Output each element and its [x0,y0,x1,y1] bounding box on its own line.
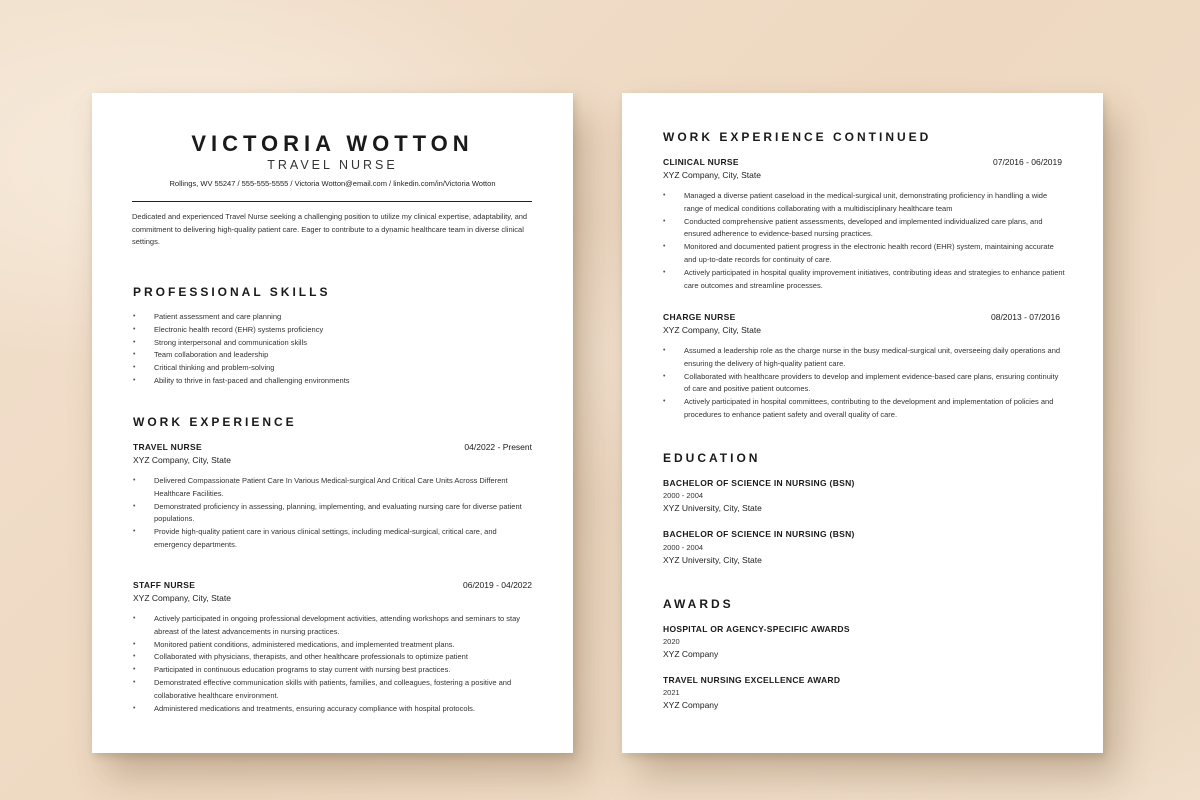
job-title: TRAVEL NURSE [133,442,202,452]
job-bullets [663,190,1065,292]
job-bullets [133,613,533,715]
list-item: • Ability to thrive in fast-paced and challenging environments [133,375,533,388]
list-item: • Monitored and documented patient progress in the electronic health record (EHR) system, maintaining accurate and up-to-date records for continuity of care. [663,241,1065,267]
list-item: • Critical thinking and problem-solving [133,362,533,375]
job-company: XYZ Company, City, State [133,593,231,603]
list-item: • Collaborated with healthcare providers to develop and implement evidence-based care plans, ensuring continuity of care and positive patient outcomes. [663,371,1065,397]
list-item: • Strong interpersonal and communication skills [133,337,533,350]
education-degree: BACHELOR OF SCIENCE IN NURSING (BSN) [663,529,855,539]
list-item: • Provide high-quality patient care in various clinical settings, including medical-surgical, critical care, and emergency departments. [133,526,533,552]
section-title-skills: PROFESSIONAL SKILLS [133,285,331,299]
education-years: 2000 - 2004 [663,543,704,552]
list-item: • Participated in continuous education programs to stay current with nursing best practices. [133,664,533,677]
list-item: • Collaborated with physicians, therapists, and other healthcare professionals to optimize patient [133,651,533,664]
list-item: • Actively participated in ongoing professional development activities, attending workshops and seminars to stay abreast of the latest advancements in nursing practices. [133,613,533,639]
education-degree: BACHELOR OF SCIENCE IN NURSING (BSN) [663,478,855,488]
list-item: • Patient assessment and care planning [133,311,533,324]
job-date: 06/2019 - 04/2022 [462,580,532,590]
job-title: CLINICAL NURSE [663,157,739,167]
list-item: • Managed a diverse patient caseload in the medical-surgical unit, demonstrating proficiency in handling a wide range of medical conditions collaborating with a multidisciplinary healthcare team [663,190,1065,216]
resume-page-1 [92,93,573,753]
job-bullets [133,475,533,552]
job-company: XYZ Company, City, State [663,170,761,180]
job-company: XYZ Company, City, State [663,325,761,335]
section-title-education: EDUCATION [663,451,761,465]
award-title: HOSPITAL OR AGENCY-SPECIFIC AWARDS [663,624,850,634]
resume-page-2 [622,93,1103,753]
header-divider [132,201,532,202]
contact-line: Rollings, WV 55247 / 555-555-5555 / Victoria Wotton@email.com / linkedin.com/in/Victoria Wotton [169,179,496,188]
section-title-awards: AWARDS [663,597,734,611]
award-org: XYZ Company [663,700,719,710]
skills-list [133,311,533,388]
award-year: 2020 [663,637,680,646]
list-item: • Assumed a leadership role as the charge nurse in the busy medical-surgical unit, overseeing daily operations and ensuring the delivery of high-quality patient care. [663,345,1065,371]
list-item: • Team collaboration and leadership [133,349,533,362]
job-bullets [663,345,1065,422]
list-item: • Administered medications and treatments, ensuring accuracy compliance with hospital protocols. [133,703,533,716]
award-year: 2021 [663,688,680,697]
list-item: • Delivered Compassionate Patient Care In Various Medical-surgical And Critical Care Units Across Different Healthcare Facilities. [133,475,533,501]
list-item: • Demonstrated proficiency in assessing, planning, implementing, and evaluating nursing care for diverse patient populations. [133,501,533,527]
award-title: TRAVEL NURSING EXCELLENCE AWARD [663,675,841,685]
job-title: CHARGE NURSE [663,312,736,322]
summary-paragraph: Dedicated and experienced Travel Nurse seeking a challenging position to utilize my clinical expertise, adaptability, and commitment to delivering high-quality patient care. Eager to contribute to a dynamic healthcare team in diverse clinical settings. [132,212,528,247]
education-school: XYZ University, City, State [663,555,762,565]
candidate-role: TRAVEL NURSE [267,158,398,172]
section-title-work-continued: WORK EXPERIENCE CONTINUED [663,130,932,144]
list-item: • Electronic health record (EHR) systems proficiency [133,324,533,337]
section-title-work-experience: WORK EXPERIENCE [133,415,297,429]
list-item: • Actively participated in hospital committees, contributing to the development and implementation of policies and procedures to enhance patient safety and overall quality of care. [663,396,1065,422]
job-date: 07/2016 - 06/2019 [992,157,1062,167]
education-school: XYZ University, City, State [663,503,762,513]
job-title: STAFF NURSE [133,580,196,590]
job-company: XYZ Company, City, State [133,455,231,465]
education-years: 2000 - 2004 [663,491,704,500]
list-item: • Conducted comprehensive patient assessments, developed and implemented individualized care plans, and ensured adherence to evidence-based nursing practices. [663,216,1065,242]
list-item: • Actively participated in hospital quality improvement initiatives, contributing ideas and strategies to enhance patient care outcomes and streamline processes. [663,267,1065,293]
candidate-name: VICTORIA WOTTON [191,131,474,156]
list-item: • Demonstrated effective communication skills with patients, families, and colleagues, fostering a positive and collaborative healthcare environment. [133,677,533,703]
list-item: • Monitored patient conditions, administered medications, and implemented treatment plans. [133,639,533,652]
job-date: 08/2013 - 07/2016 [990,312,1060,322]
job-date: 04/2022 - Present [464,442,532,452]
award-org: XYZ Company [663,649,719,659]
